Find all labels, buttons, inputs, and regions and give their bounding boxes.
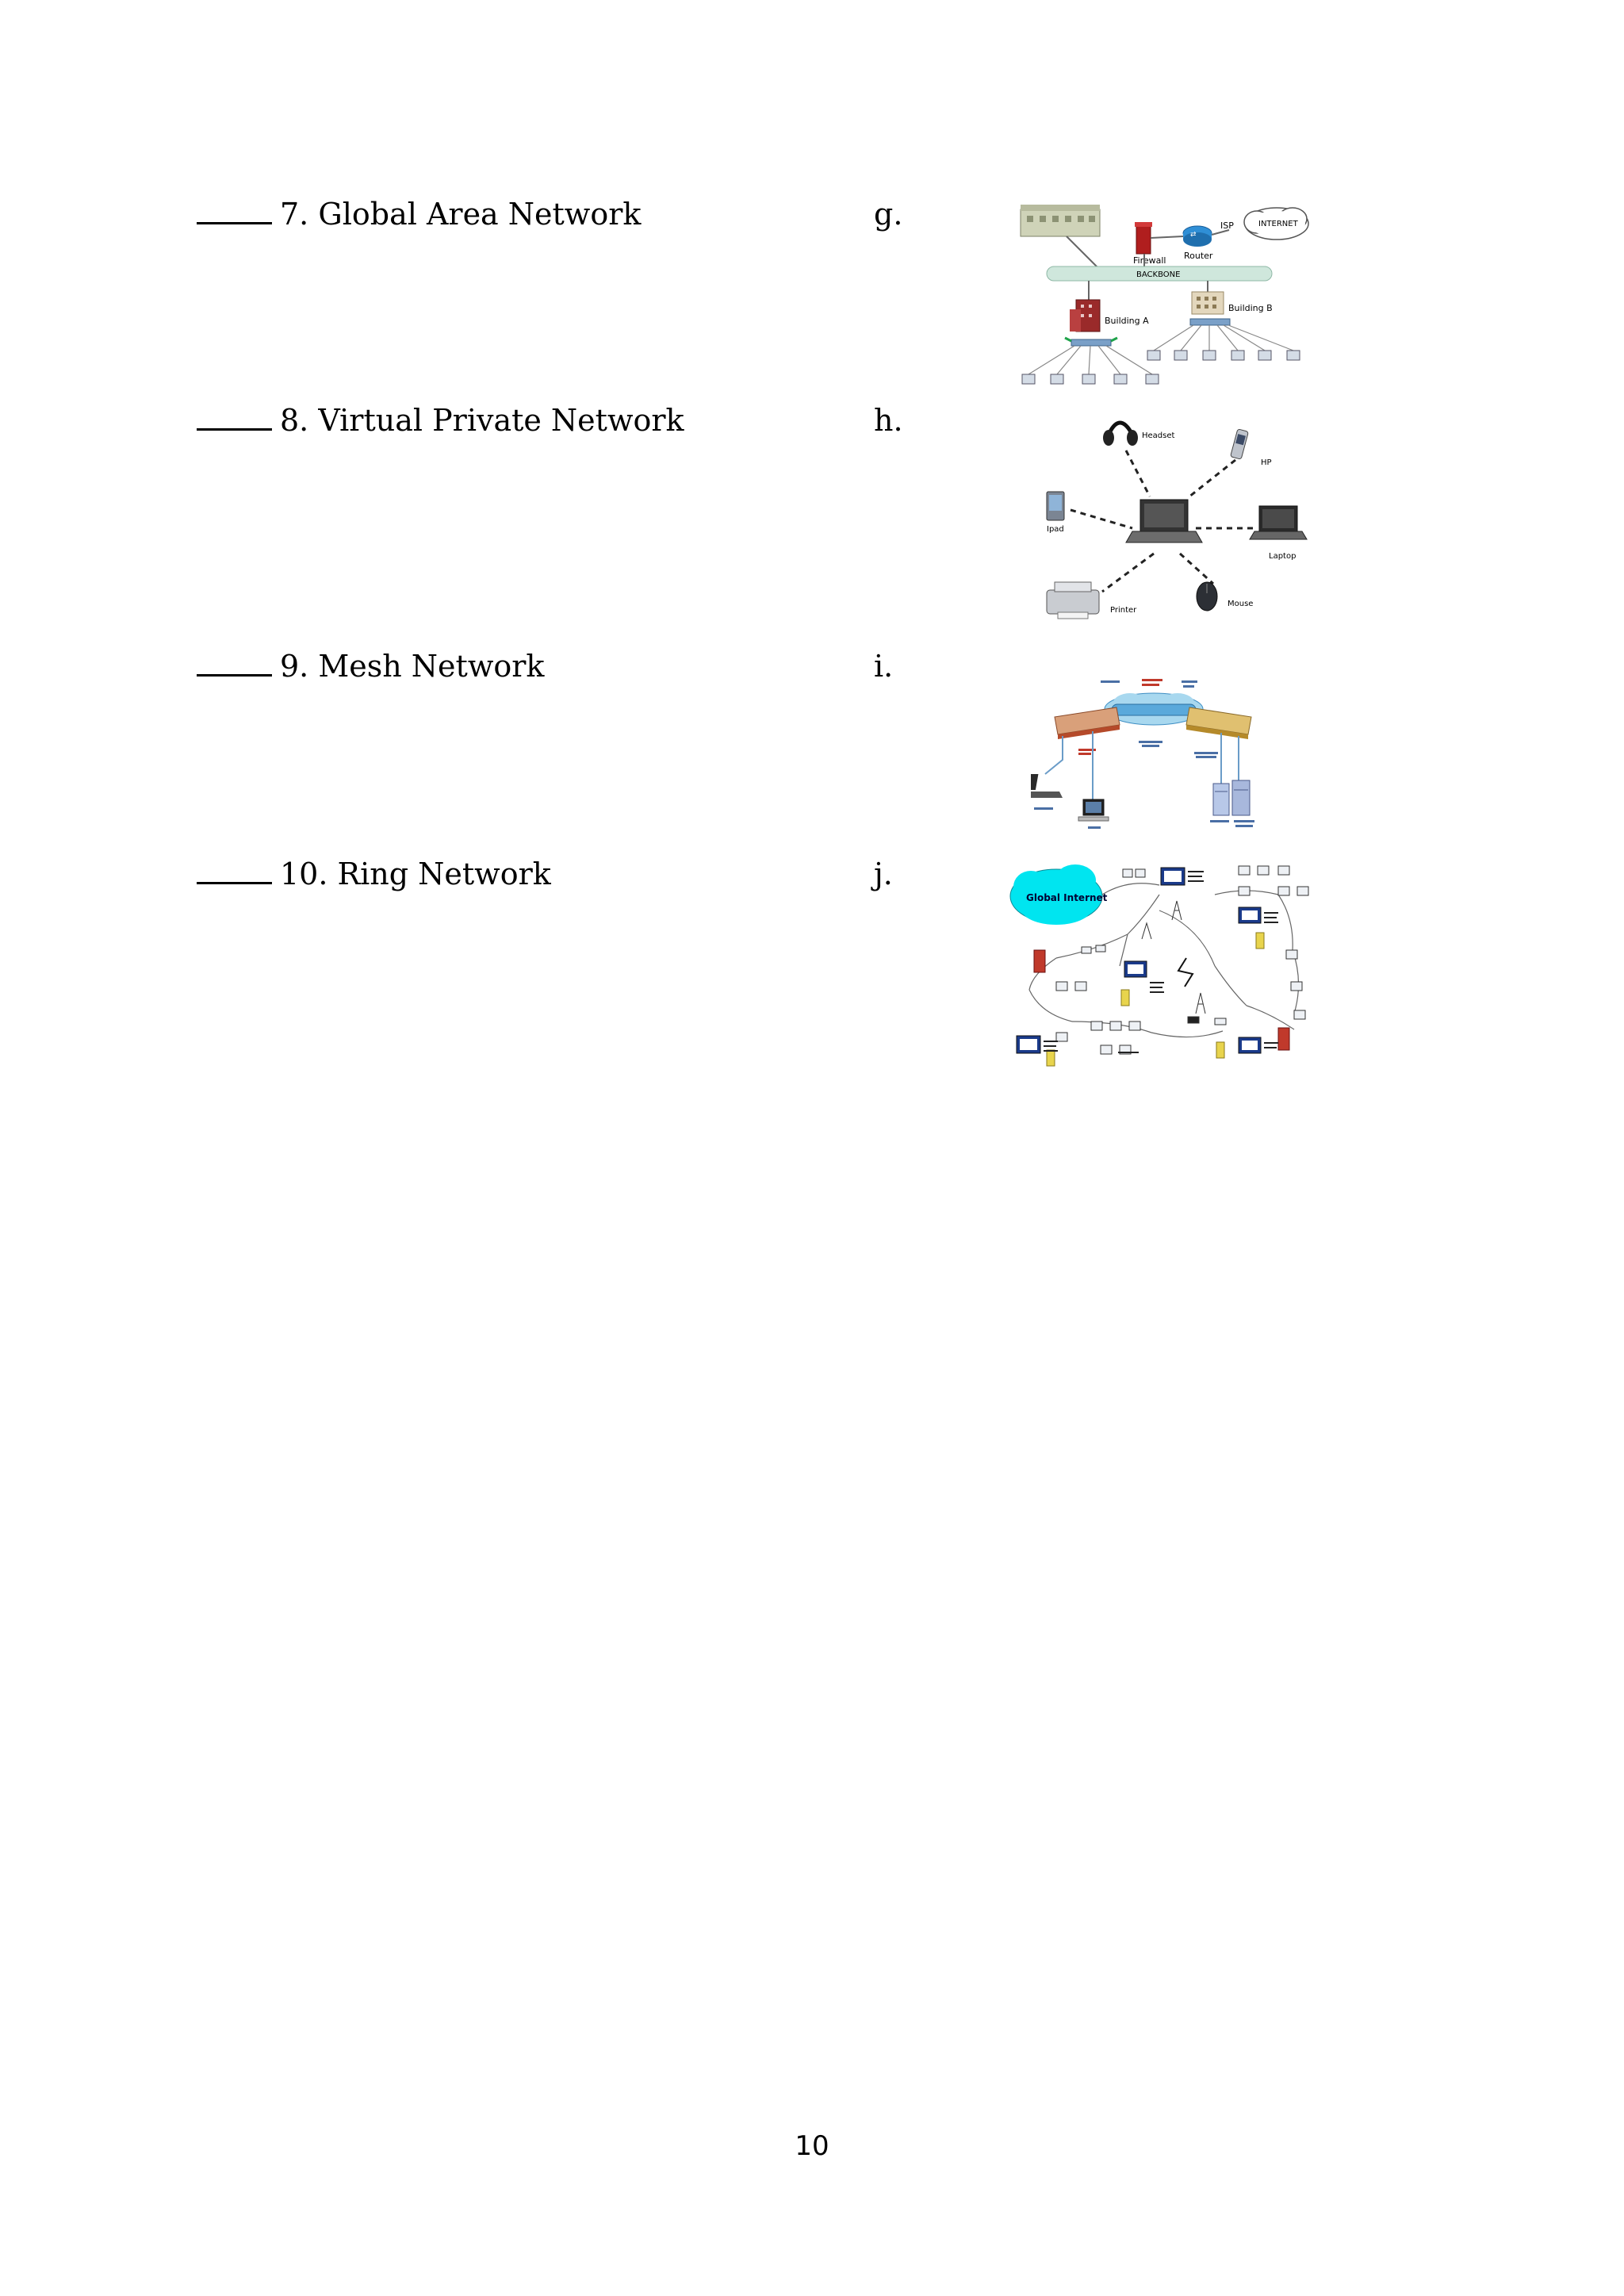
right-firewall-icon (1186, 707, 1251, 739)
ipad-label: Ipad (1047, 525, 1064, 534)
headset-label: Headset (1142, 431, 1175, 440)
printer-icon (1047, 582, 1099, 619)
isp-label: ISP (1220, 220, 1234, 231)
question-term: Virtual Private Network (318, 403, 684, 438)
hp-label: HP (1261, 458, 1272, 467)
question-term: Global Area Network (318, 197, 642, 232)
firewall-label: Firewall (1133, 255, 1166, 266)
cloud-label: Global Internet (1026, 892, 1108, 903)
building-b-label: Building B (1228, 303, 1273, 313)
question-term: Mesh Network (318, 649, 545, 684)
option-letter-j: j. (874, 857, 893, 891)
svg-text:⇄: ⇄ (1190, 231, 1197, 239)
left-firewall-icon (1055, 707, 1120, 739)
building-a-label: Building A (1105, 316, 1149, 326)
phone-icon (1231, 429, 1249, 459)
answer-blank[interactable] (197, 674, 272, 677)
question-9 (197, 649, 544, 684)
second-laptop-icon (1250, 506, 1307, 539)
question-number: 7. (280, 197, 309, 232)
laptop-label: Laptop (1269, 552, 1297, 561)
answer-blank[interactable] (197, 222, 272, 224)
internet-label: INTERNET (1258, 220, 1298, 228)
ipad-icon (1047, 492, 1064, 520)
figure-j-global-network (1009, 863, 1318, 1074)
mouse-label: Mouse (1228, 600, 1254, 608)
router-icon (1183, 226, 1212, 247)
building-a-icon (1070, 300, 1100, 332)
option-letter-g: g. (874, 197, 903, 232)
pc-icons (1147, 351, 1300, 360)
building-a-workstations (1028, 346, 1152, 374)
router-label: Router (1184, 251, 1213, 261)
question-number: 9. (280, 649, 309, 684)
question-number: 8. (280, 403, 309, 438)
building-icon (1021, 205, 1100, 236)
question-8 (197, 403, 684, 438)
building-b-icon (1192, 292, 1224, 314)
page-number: 10 (795, 2130, 829, 2162)
question-number: 10. (280, 857, 328, 891)
question-term: Ring Network (337, 857, 551, 891)
printer-label: Printer (1110, 606, 1137, 615)
laptop-icon (1031, 774, 1063, 798)
question-10 (197, 857, 551, 891)
building-b-workstations (1154, 325, 1293, 351)
server-icons (1213, 780, 1250, 815)
desktop-pc-icon (1078, 799, 1109, 821)
answer-blank[interactable] (197, 882, 272, 884)
mouse-icon (1197, 582, 1217, 611)
figure-h-personal-area-network (1023, 403, 1316, 633)
pc-icons (1022, 374, 1159, 384)
answer-blank[interactable] (197, 428, 272, 431)
figure-i-vpn-diagram (1031, 673, 1277, 831)
firewall-icon (1135, 222, 1152, 254)
backbone-label: BACKBONE (1136, 270, 1181, 279)
headset-icon (1103, 423, 1138, 446)
figure-g-backbone-network (1019, 198, 1312, 389)
option-letter-i: i. (874, 649, 894, 684)
laptop-icon (1126, 500, 1202, 542)
option-letter-h: h. (874, 403, 903, 438)
diagram-small-labels (1101, 679, 1197, 688)
question-7 (197, 197, 641, 232)
